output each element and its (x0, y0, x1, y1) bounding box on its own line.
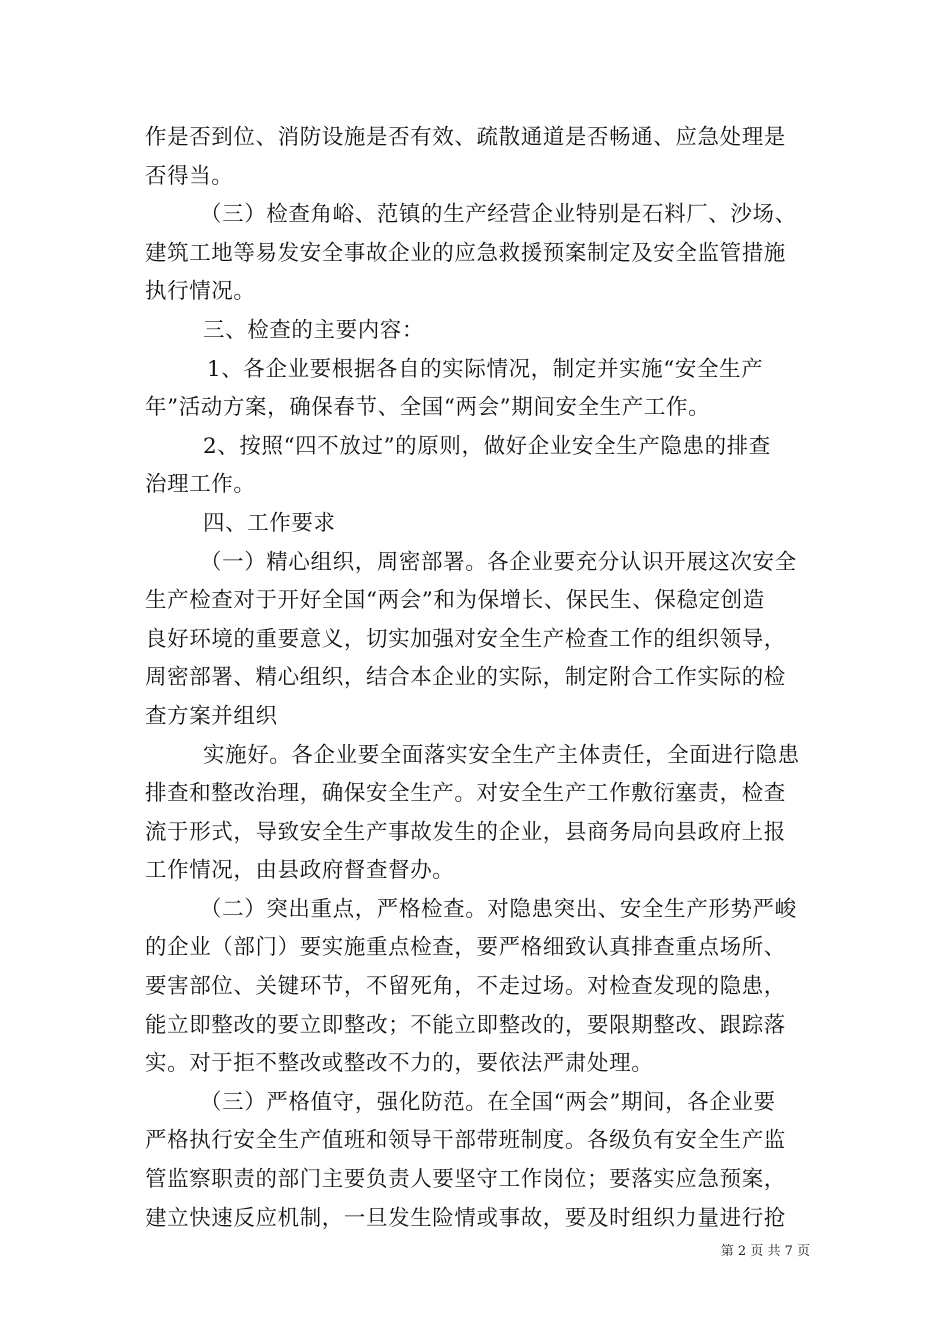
text-line: 2、按照“四不放过”的原则，做好企业安全生产隐患的排查 (203, 433, 771, 459)
text-line: （二）突出重点，严格检查。对隐患突出、安全生产形势严峻 (200, 896, 797, 922)
text-line: （三）检查角峪、范镇的生产经营企业特别是石料厂、沙场、 (200, 202, 797, 228)
text-line: 1、各企业要根据各自的实际情况，制定并实施“安全生产 (207, 356, 764, 382)
text-line: 生产检查对于开好全国“两会”和为保增长、保民生、保稳定创造 (145, 588, 765, 614)
text-line: 年”活动方案，确保春节、全国“两会”期间安全生产工作。 (145, 395, 711, 421)
document-body (145, 119, 815, 1238)
text-line: 良好环境的重要意义，切实加强对安全生产检查工作的组织领导， (145, 626, 786, 652)
text-line: 要害部位、关键环节，不留死角，不走过场。对检查发现的隐患， (145, 974, 786, 1000)
text-line: 作是否到位、消防设施是否有效、疏散通道是否畅通、应急处理是 (145, 125, 786, 150)
text-line: 周密部署、精心组织，结合本企业的实际，制定附合工作实际的检 (145, 665, 786, 691)
text-line: 建筑工地等易发安全事故企业的应急救援预案制定及安全监管措施 (145, 240, 786, 266)
text-line: 流于形式，导致安全生产事故发生的企业，县商务局向县政府上报 (145, 819, 786, 845)
text-line: 查方案并组织 (145, 703, 278, 729)
text-line: 排查和整改治理，确保安全生产。对安全生产工作敷衍塞责，检查 (145, 781, 786, 807)
text-line: （一）精心组织，周密部署。各企业要充分认识开展这次安全 (200, 549, 797, 575)
text-line: 实。对于拒不整改或整改不力的，要依法严肃处理。 (145, 1051, 654, 1077)
text-line: 执行情况。 (145, 279, 256, 305)
page-number: 第 2 页 共 7 页 (720, 1244, 810, 1259)
text-line: 的企业（部门）要实施重点检查，要严格细致认真排查重点场所、 (145, 935, 786, 961)
section-heading: 四、工作要求 (203, 510, 336, 536)
text-line: 治理工作。 (145, 472, 256, 498)
text-line: 否得当。 (145, 163, 234, 189)
text-line: 严格执行安全生产值班和领导干部带班制度。各级负有安全生产监 (145, 1128, 786, 1154)
text-line: 工作情况，由县政府督查督办。 (145, 858, 455, 884)
text-line: 建立快速反应机制，一旦发生险情或事故，要及时组织力量进行抢 (145, 1205, 786, 1231)
text-line: 管监察职责的部门主要负责人要坚守工作岗位；要落实应急预案， (145, 1167, 786, 1193)
section-heading: 三、检查的主要内容： (203, 317, 425, 343)
text-line: （三）严格值守，强化防范。在全国“两会”期间，各企业要 (200, 1089, 776, 1115)
text-line: 实施好。各企业要全面落实安全生产主体责任，全面进行隐患 (203, 742, 800, 768)
text-line: 能立即整改的要立即整改；不能立即整改的，要限期整改、跟踪落 (145, 1012, 786, 1038)
